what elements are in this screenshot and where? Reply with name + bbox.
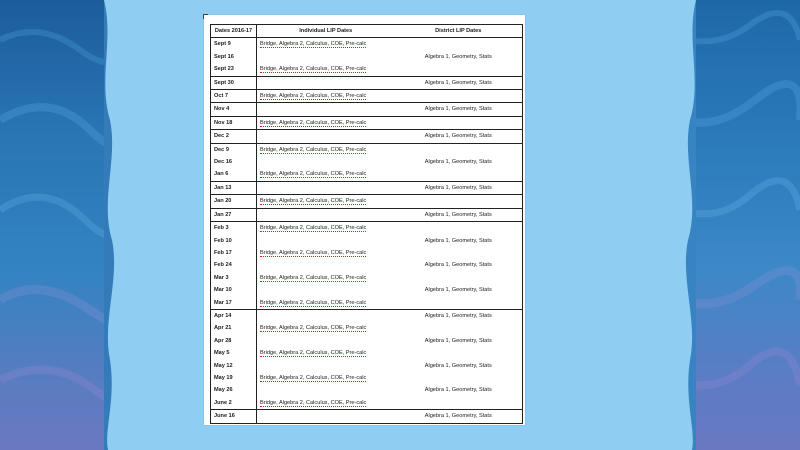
row-individual-lip: [257, 372, 395, 384]
row-district-lip: [395, 90, 523, 103]
row-district-lip: Algebra 1, Geometry, Stats: [395, 156, 523, 168]
row-individual-lip: [257, 143, 395, 156]
row-date: May 12: [211, 360, 257, 372]
table-row: [211, 76, 523, 89]
row-date: May 19: [211, 372, 257, 384]
header-district-lip: District LIP Dates: [395, 25, 523, 38]
individual-lip-text: Bridge, Algebra 2, Calculus, COE, Pre-calc: [260, 41, 367, 48]
row-date: May 26: [211, 384, 257, 396]
row-date: Feb 3: [211, 222, 257, 235]
table-row: [211, 272, 523, 284]
table-row: [211, 222, 523, 235]
table-row: [211, 156, 523, 168]
individual-lip-text: Bridge, Algebra 2, Calculus, COE, Pre-calc: [260, 374, 367, 381]
row-district-lip: Algebra 1, Geometry, Stats: [395, 103, 523, 116]
row-individual-lip: [257, 309, 395, 322]
lip-schedule-table: [210, 24, 523, 424]
row-district-lip: [395, 116, 523, 129]
table-row: [211, 397, 523, 410]
row-date: June 2: [211, 397, 257, 410]
individual-lip-text: Bridge, Algebra 2, Calculus, COE, Pre-calc: [260, 249, 367, 256]
row-date: Sept 30: [211, 76, 257, 89]
row-individual-lip: [257, 63, 395, 76]
row-individual-lip: [257, 51, 395, 63]
row-individual-lip: [257, 116, 395, 129]
row-district-lip: [395, 297, 523, 310]
table-row: [211, 63, 523, 76]
row-date: Sept 9: [211, 38, 257, 51]
table-row: [211, 181, 523, 194]
row-district-lip: Algebra 1, Geometry, Stats: [395, 284, 523, 296]
table-header-row: [211, 25, 523, 38]
table-row: [211, 208, 523, 221]
table-row: [211, 38, 523, 51]
row-individual-lip: [257, 235, 395, 247]
row-individual-lip: [257, 360, 395, 372]
row-district-lip: Algebra 1, Geometry, Stats: [395, 360, 523, 372]
row-district-lip: Algebra 1, Geometry, Stats: [395, 181, 523, 194]
row-individual-lip: [257, 384, 395, 396]
table-row: [211, 90, 523, 103]
row-date: Nov 4: [211, 103, 257, 116]
individual-lip-text: Bridge, Algebra 2, Calculus, COE, Pre-calc: [260, 299, 367, 306]
row-district-lip: [395, 222, 523, 235]
row-district-lip: Algebra 1, Geometry, Stats: [395, 309, 523, 322]
row-individual-lip: [257, 272, 395, 284]
table-row: [211, 103, 523, 116]
table-row: [211, 51, 523, 63]
row-individual-lip: [257, 38, 395, 51]
row-district-lip: [395, 63, 523, 76]
row-date: Mar 10: [211, 284, 257, 296]
row-individual-lip: [257, 168, 395, 181]
row-date: Feb 17: [211, 247, 257, 259]
row-district-lip: Algebra 1, Geometry, Stats: [395, 410, 523, 423]
row-date: Dec 9: [211, 143, 257, 156]
row-individual-lip: [257, 259, 395, 271]
individual-lip-text: Bridge, Algebra 2, Calculus, COE, Pre-calc: [260, 93, 367, 100]
row-district-lip: Algebra 1, Geometry, Stats: [395, 235, 523, 247]
table-row: [211, 384, 523, 396]
row-date: Jan 20: [211, 195, 257, 208]
row-date: Jan 27: [211, 208, 257, 221]
row-date: May 5: [211, 347, 257, 359]
row-date: Nov 18: [211, 116, 257, 129]
table-row: [211, 297, 523, 310]
row-individual-lip: [257, 410, 395, 423]
table-row: [211, 372, 523, 384]
table-row: [211, 309, 523, 322]
row-district-lip: [395, 397, 523, 410]
row-individual-lip: [257, 284, 395, 296]
row-district-lip: [395, 168, 523, 181]
individual-lip-text: Bridge, Algebra 2, Calculus, COE, Pre-calc: [260, 274, 367, 281]
row-district-lip: Algebra 1, Geometry, Stats: [395, 335, 523, 347]
row-individual-lip: [257, 156, 395, 168]
table-row: [211, 143, 523, 156]
row-district-lip: [395, 372, 523, 384]
row-district-lip: [395, 322, 523, 334]
table-row: [211, 259, 523, 271]
row-date: Apr 21: [211, 322, 257, 334]
row-date: Jan 13: [211, 181, 257, 194]
row-district-lip: [395, 38, 523, 51]
row-date: Sept 23: [211, 63, 257, 76]
row-date: Mar 3: [211, 272, 257, 284]
row-district-lip: [395, 247, 523, 259]
individual-lip-text: Bridge, Algebra 2, Calculus, COE, Pre-calc: [260, 171, 367, 178]
row-date: Feb 24: [211, 259, 257, 271]
row-individual-lip: [257, 208, 395, 221]
row-date: Dec 16: [211, 156, 257, 168]
row-individual-lip: [257, 335, 395, 347]
row-district-lip: [395, 347, 523, 359]
table-row: [211, 347, 523, 359]
table-row: [211, 360, 523, 372]
header-individual-lip: Individual LIP Dates: [257, 25, 395, 38]
row-district-lip: [395, 272, 523, 284]
individual-lip-text: Bridge, Algebra 2, Calculus, COE, Pre-calc: [260, 225, 367, 232]
individual-lip-text: Bridge, Algebra 2, Calculus, COE, Pre-calc: [260, 350, 367, 357]
row-date: Jan 6: [211, 168, 257, 181]
table-row: [211, 195, 523, 208]
individual-lip-text: Bridge, Algebra 2, Calculus, COE, Pre-calc: [260, 399, 367, 406]
row-date: Oct 7: [211, 90, 257, 103]
individual-lip-text: Bridge, Algebra 2, Calculus, COE, Pre-calc: [260, 119, 367, 126]
row-individual-lip: [257, 297, 395, 310]
table-row: [211, 335, 523, 347]
row-individual-lip: [257, 130, 395, 143]
header-dates: Dates 2016-17: [211, 25, 257, 38]
row-date: Apr 28: [211, 335, 257, 347]
row-individual-lip: [257, 322, 395, 334]
row-date: Dec 2: [211, 130, 257, 143]
row-date: Sept 16: [211, 51, 257, 63]
table-body: [211, 38, 523, 423]
row-individual-lip: [257, 103, 395, 116]
table-row: [211, 130, 523, 143]
table-row: [211, 284, 523, 296]
table-row: [211, 322, 523, 334]
table-row: [211, 235, 523, 247]
row-district-lip: Algebra 1, Geometry, Stats: [395, 259, 523, 271]
individual-lip-text: Bridge, Algebra 2, Calculus, COE, Pre-calc: [260, 66, 367, 73]
row-individual-lip: [257, 90, 395, 103]
row-district-lip: Algebra 1, Geometry, Stats: [395, 76, 523, 89]
row-individual-lip: [257, 195, 395, 208]
row-individual-lip: [257, 181, 395, 194]
document-page: [204, 15, 525, 425]
table-row: [211, 247, 523, 259]
row-individual-lip: [257, 247, 395, 259]
row-district-lip: Algebra 1, Geometry, Stats: [395, 208, 523, 221]
individual-lip-text: Bridge, Algebra 2, Calculus, COE, Pre-calc: [260, 325, 367, 332]
table-row: [211, 168, 523, 181]
row-date: Feb 10: [211, 235, 257, 247]
individual-lip-text: Bridge, Algebra 2, Calculus, COE, Pre-calc: [260, 198, 367, 205]
row-individual-lip: [257, 76, 395, 89]
row-district-lip: [395, 195, 523, 208]
row-district-lip: Algebra 1, Geometry, Stats: [395, 384, 523, 396]
row-date: Mar 17: [211, 297, 257, 310]
row-district-lip: Algebra 1, Geometry, Stats: [395, 130, 523, 143]
row-district-lip: [395, 143, 523, 156]
row-date: Apr 14: [211, 309, 257, 322]
individual-lip-text: Bridge, Algebra 2, Calculus, COE, Pre-calc: [260, 146, 367, 153]
row-individual-lip: [257, 347, 395, 359]
row-date: June 16: [211, 410, 257, 423]
row-district-lip: Algebra 1, Geometry, Stats: [395, 51, 523, 63]
row-individual-lip: [257, 222, 395, 235]
table-row: [211, 410, 523, 423]
row-individual-lip: [257, 397, 395, 410]
table-row: [211, 116, 523, 129]
